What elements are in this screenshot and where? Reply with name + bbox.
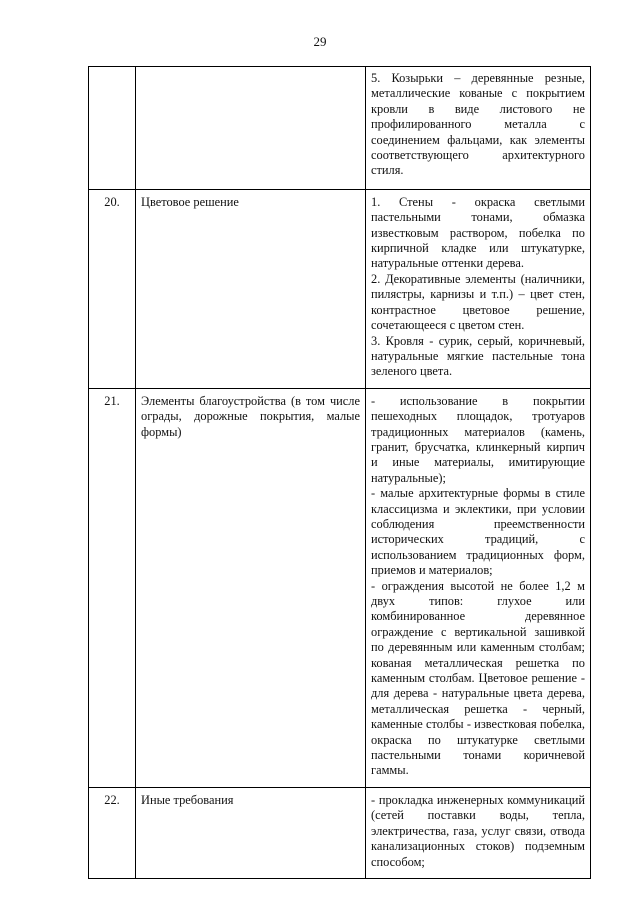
page-number: 29	[313, 34, 327, 49]
row-name-cell	[136, 67, 366, 190]
row-description-cell	[366, 67, 591, 190]
table-row	[89, 787, 591, 878]
description-paragraph: 2. Декоративные элементы (наличники, пилястры, карнизы и т.п.) – цвет стен, контрастное цветовое решение, сочетающееся с цветом стен.	[371, 271, 585, 333]
table-row	[89, 189, 591, 388]
row-description-cell	[366, 189, 591, 388]
row-name-cell: Элементы благоустройства (в том числе ограды, дорожные покрытия, малые формы)	[136, 388, 366, 787]
row-name-cell: Иные требования	[136, 787, 366, 878]
row-name-cell: Цветовое решение	[136, 189, 366, 388]
description-paragraph: - ограждения высотой не более 1,2 м двух типов: глухое или комбинированное деревянное ограждение с вертикальной зашивкой по деревянным или каменным столбам; кованая металлическая решетка по каменным столбам. Цветовое решение - для дерева - натуральные цвета дерева, металлическая решетка - черный, каменные столбы - известковая побелка, окраска по штукатурке светлыми пастельными тонами коричневой гаммы.	[371, 578, 585, 778]
requirements-table	[88, 66, 591, 879]
description-paragraph: 3. Кровля - сурик, серый, коричневый, натуральные мягкие пастельные тона зеленого цвета.	[371, 333, 585, 379]
row-description-cell	[366, 388, 591, 787]
description-paragraph: 1. Стены - окраска светлыми пастельными тонами, обмазка известковым раствором, побелка по кирпичной кладке или штукатурке, натуральные оттенки дерева.	[371, 194, 585, 271]
row-number-cell: 20.	[89, 189, 136, 388]
row-description-cell	[366, 787, 591, 878]
table-row	[89, 388, 591, 787]
row-number-cell: 21.	[89, 388, 136, 787]
description-paragraph: - прокладка инженерных коммуникаций (сетей поставки воды, тепла, электричества, газа, услуг связи, отвода канализационных стоков) подземным способом;	[371, 792, 585, 869]
description-paragraph: - использование в покрытии пешеходных площадок, тротуаров традиционных материалов (камень, гранит, брусчатка, клинкерный кирпич и иные материалы, имитирующие натуральные);	[371, 393, 585, 485]
description-paragraph: - малые архитектурные формы в стиле классицизма и эклектики, при условии соблюдения преемственности исторических традиций, с использованием традиционных форм, приемов и материалов;	[371, 486, 585, 578]
row-number-cell: 22.	[89, 787, 136, 878]
table-row	[89, 67, 591, 190]
row-number-cell	[89, 67, 136, 190]
description-paragraph: 5. Козырьки – деревянные резные, металлические кованые с покрытием кровли в виде листового не профилированного металла с соединением фальцами, как элементы соответствующего архитектурного стиля.	[371, 71, 585, 178]
